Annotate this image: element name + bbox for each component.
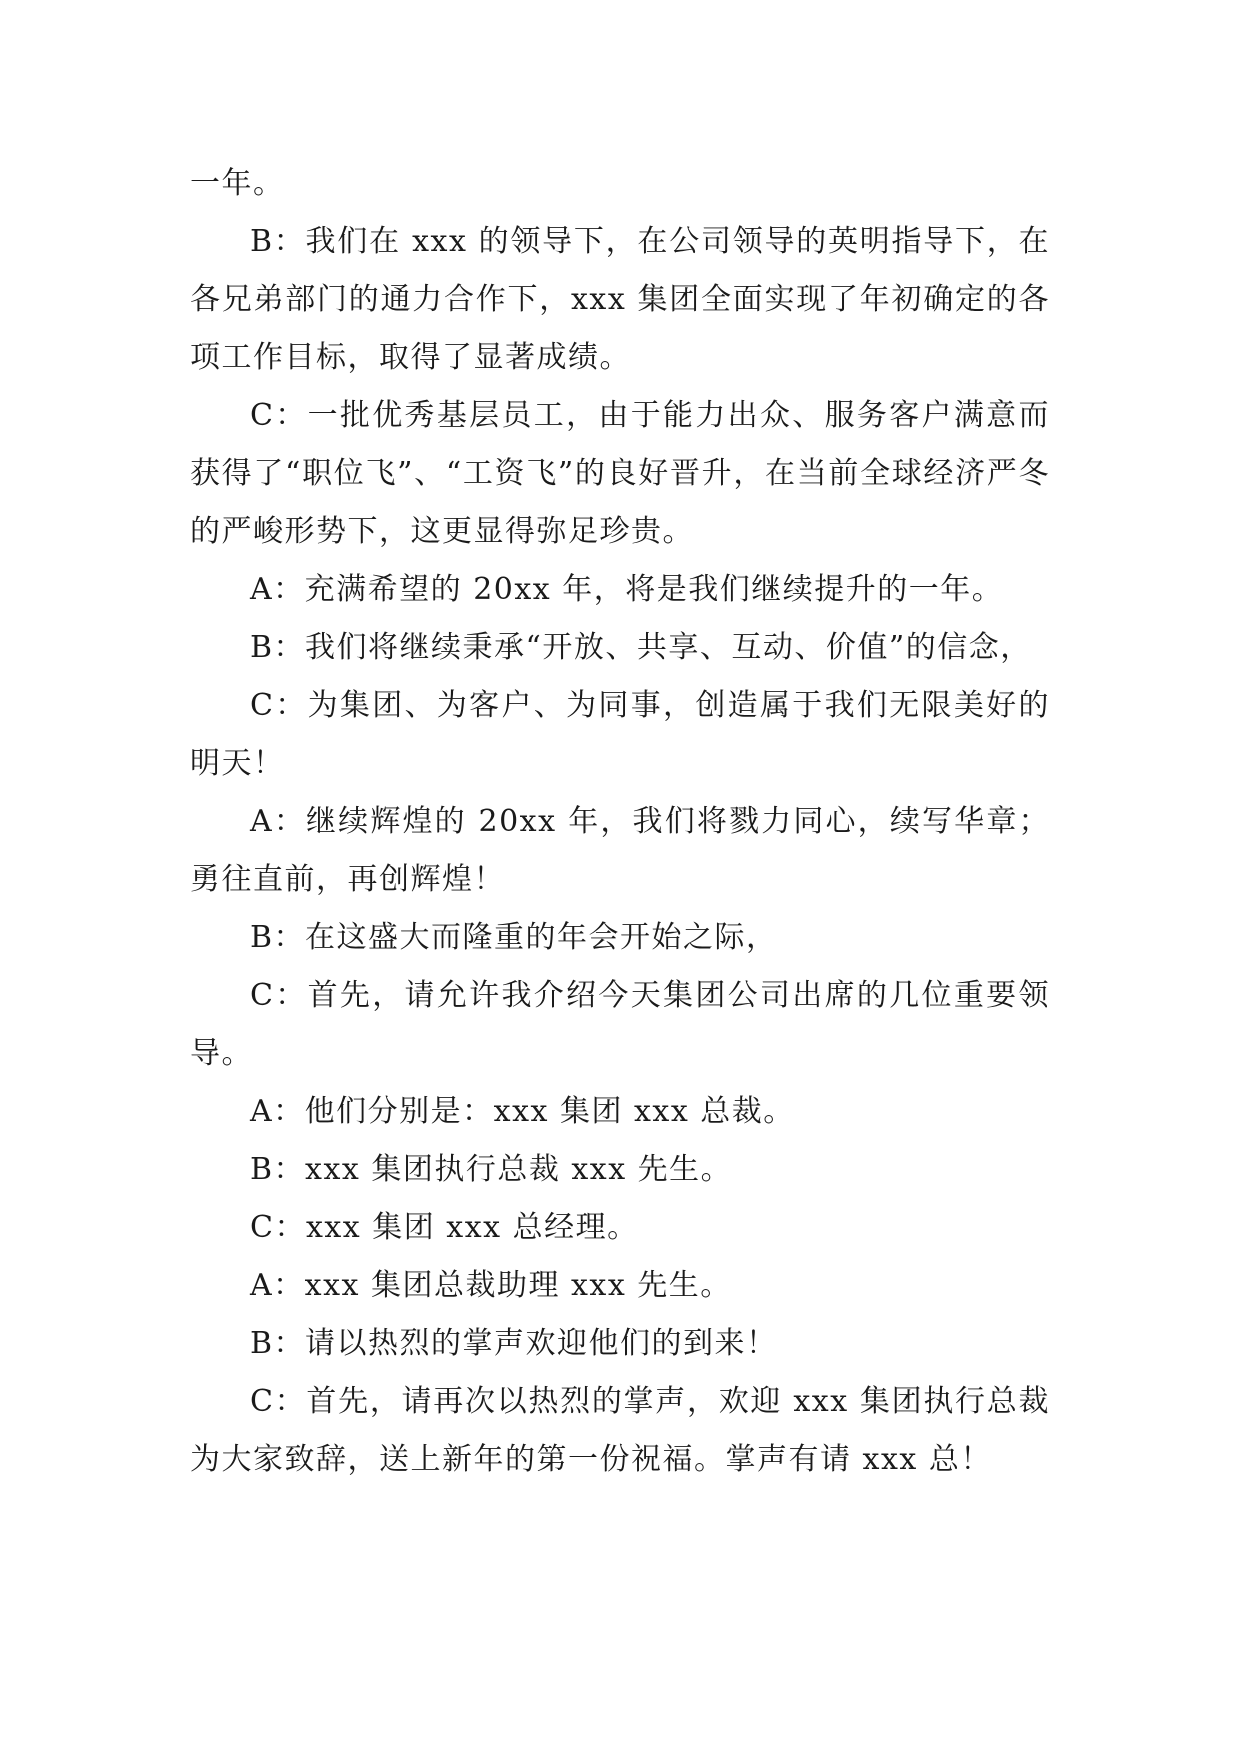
paragraph: B：我们在 xxx 的领导下，在公司领导的英明指导下，在各兄弟部门的通力合作下，xxx 集团全面实现了年初确定的各项工作目标，取得了显著成绩。 bbox=[190, 224, 1050, 375]
paragraph: A：充满希望的 20xx 年，将是我们继续提升的一年。 bbox=[250, 572, 1004, 607]
paragraph: 一年。 bbox=[190, 166, 285, 201]
paragraph: C：xxx 集团 xxx 总经理。 bbox=[250, 1210, 639, 1245]
paragraph: C：一批优秀基层员工，由于能力出众、服务客户满意而获得了“职位飞”、“工资飞”的良好晋升，在当前全球经济严冬的严峻形势下，这更显得弥足珍贵。 bbox=[190, 398, 1050, 549]
paragraph: B：在这盛大而隆重的年会开始之际， bbox=[250, 920, 778, 955]
document-body bbox=[190, 155, 1050, 1489]
paragraph: A：他们分别是：xxx 集团 xxx 总裁。 bbox=[250, 1094, 795, 1129]
paragraph: A：xxx 集团总裁助理 xxx 先生。 bbox=[250, 1268, 732, 1303]
paragraph: B：我们将继续秉承“开放、共享、互动、价值”的信念， bbox=[250, 630, 1032, 665]
paragraph: A：继续辉煌的 20xx 年，我们将戮力同心，续写华章；勇往直前，再创辉煌！ bbox=[190, 804, 1050, 897]
paragraph: B：请以热烈的掌声欢迎他们的到来！ bbox=[250, 1326, 778, 1361]
paragraph: C：首先，请再次以热烈的掌声，欢迎 xxx 集团执行总裁为大家致辞，送上新年的第一份祝福。掌声有请 xxx 总！ bbox=[190, 1384, 1050, 1477]
paragraph: C：为集团、为客户、为同事，创造属于我们无限美好的明天！ bbox=[190, 688, 1050, 781]
paragraph: B：xxx 集团执行总裁 xxx 先生。 bbox=[250, 1152, 733, 1187]
paragraph: C：首先，请允许我介绍今天集团公司出席的几位重要领导。 bbox=[190, 978, 1050, 1071]
